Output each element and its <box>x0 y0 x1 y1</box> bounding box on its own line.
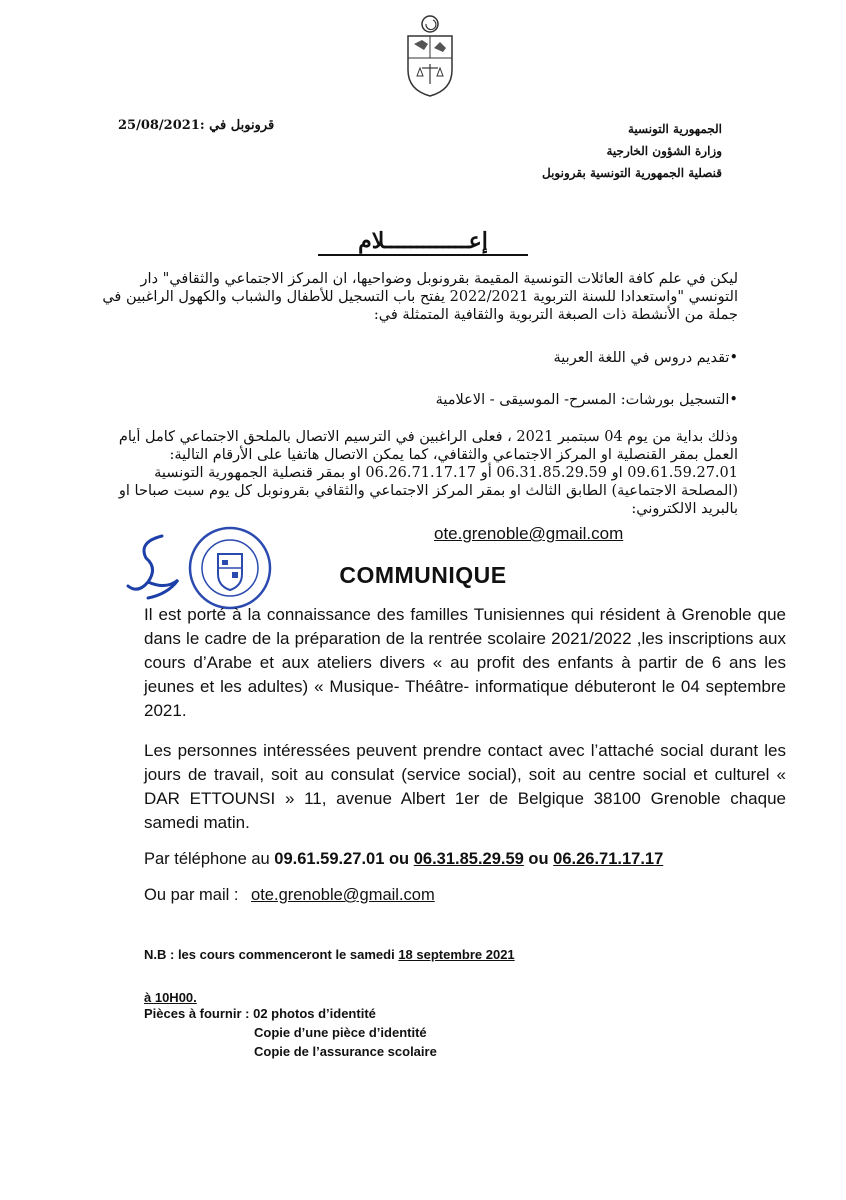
document-date <box>118 118 274 133</box>
communique-title: COMMUNIQUE <box>339 562 507 588</box>
nb-prefix: N.B : les cours commenceront le samedi <box>144 947 399 962</box>
date-prefix: قرونوبل في : <box>199 118 275 133</box>
arabic-title: إعـــــــــــــلام <box>0 228 846 254</box>
phone-or-1: ou <box>384 850 414 868</box>
header-line-3: قنصلية الجمهورية التونسية بقرونوبل <box>542 166 722 180</box>
start-time-text: à 10H00. <box>144 990 197 1005</box>
phone-prefix: Par téléphone au <box>144 850 275 868</box>
arabic-bullet-1: •تقديم دروس في اللغة العربية <box>553 350 738 366</box>
phone-1[interactable]: 09.61.59.27.01 <box>274 850 385 868</box>
french-paragraph-2: Les personnes intéressées peuvent prendre contact avec l’attaché social durant les jours de travail, soit au consulat (service social), soit au centre social et culturel « DAR ETTOUNSI » 11, avenue Albert 1er de Belgique 38100 Grenoble chaque samedi matin. <box>144 741 786 832</box>
french-email-link[interactable]: ote.grenoble@gmail.com <box>251 886 435 904</box>
nb-line <box>144 945 515 965</box>
arabic-bullet-2: •التسجيل بورشات: المسرح- الموسيقى - الاعلامية <box>435 392 738 408</box>
phone-line <box>144 847 663 871</box>
phone-or-2: ou <box>523 850 554 868</box>
doc-3: Copie de l’assurance scolaire <box>254 1044 437 1059</box>
doc-2: Copie d’une pièce d’identité <box>254 1025 427 1040</box>
arabic-email-link[interactable]: ote.grenoble@gmail.com <box>434 524 624 543</box>
phone-2[interactable]: 06.31.85.29.59 <box>413 850 524 868</box>
tunisia-coat-of-arms-icon <box>400 14 460 98</box>
header-line-2: وزارة الشؤون الخارجية <box>606 144 722 158</box>
date-value: 25/08/2021 <box>118 118 200 133</box>
arabic-paragraph-2: وذلك بداية من يوم 04 سبتمبر 2021 ، فعلى الراغبين في الترسيم الاتصال بالملحق الاجتماعي كامل أيام العمل بمقر القنصلية او المركز الاجتماعي والثقافي، كما يمكن الاتصال هاتفيا على الأرقام التالية: 09.61.59.27.01 او 06.31.85.29.59 أو 06.26.71.17.17 او بمقر قنصلية الجمهورية التونسية (المصلحة الاجتماعية) الطابق الثالث او بمقر المركز الاجتماعي والثقافي بقرونوبل كل يوم سبت صباحا او بالبريد الالكتروني: <box>118 429 738 517</box>
french-paragraph-1 <box>144 603 786 723</box>
docs-label: Pièces à fournir : <box>144 1006 254 1021</box>
nb-date: 18 septembre 2021 <box>398 947 515 962</box>
arabic-paragraph-1: ليكن في علم كافة العائلات التونسية المقيمة بقرونوبل وضواحيها، ان المركز الاجتماعي والثقافي" دار التونسي "واستعدادا للسنة التربوية 2022/2021 يفتح باب التسجيل للأطفال والشباب والكهول الراغبين في جملة من الأنشطة ذات الصبغة التربوية والثقافية المتمثلة في: <box>102 271 738 323</box>
documents-required <box>144 1004 437 1061</box>
french-paragraph-1-text: Il est porté à la connaissance des familles Tunisiennes qui résident à Grenoble que dans le cadre de la préparation de la rentrée scolaire 2021/2022 ,les inscriptions aux cours d’Arabe et aux ateliers divers « au profit des enfants à partir de 6 ans les jeunes et les adultes) « Musique- Théâtre- informatique débuteront le 04 septembre 2021. <box>144 605 786 720</box>
phone-3[interactable]: 06.26.71.17.17 <box>553 850 664 868</box>
ministry-header <box>542 118 722 184</box>
header-line-1: الجمهورية التونسية <box>627 122 722 136</box>
mail-line <box>144 883 435 907</box>
doc-1: 02 photos d’identité <box>253 1006 376 1021</box>
mail-prefix: Ou par mail : <box>144 886 244 904</box>
